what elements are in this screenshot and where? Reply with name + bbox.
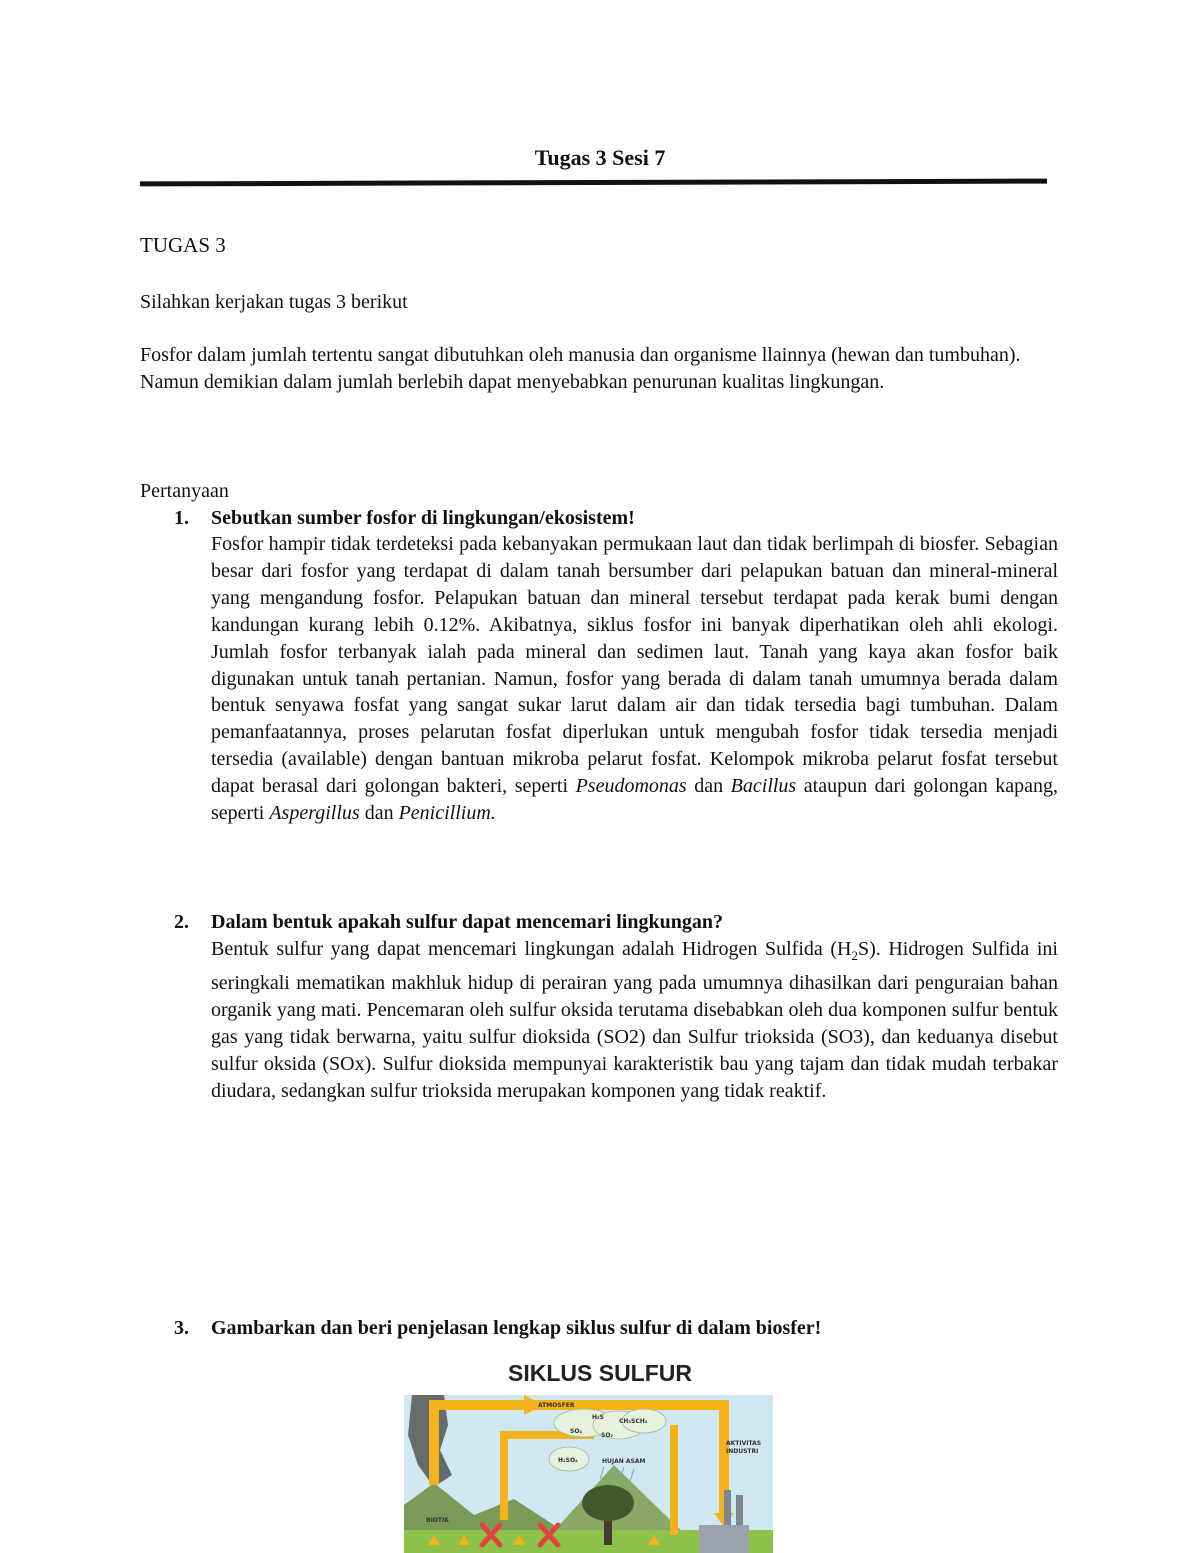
label-hujan-asam: HUJAN ASAM [602,1458,646,1465]
label-industri: INDUSTRI [726,1448,759,1455]
answer-1-text-c: ataupun dari golongan kapang, seperti [211,775,1058,825]
label-so4: SO₄ [570,1428,583,1435]
answer-1-italic-aspergillus: Aspergillus [269,802,360,825]
question-1-text: Sebutkan sumber fosfor di lingkungan/ekosistem! [211,507,635,529]
label-h2s: H₂S [592,1414,604,1421]
intro-paragraph: Fosfor dalam jumlah tertentu sangat dibutuhkan oleh manusia dan organisme llainnya (hewan dan tumbuhan). Namun demikian dalam jumlah berlebih dapat menyebabkan penurunan kualitas lingkungan. [140,344,1021,393]
answer-2-subscript: 2 [851,948,858,963]
answer-1-text-b: dan [686,775,731,798]
tree-crown [582,1485,634,1521]
sulfur-cycle-illustration [404,1395,773,1553]
label-h2so4: H₂SO₄ [558,1457,578,1464]
assignment-heading: TUGAS 3 [140,233,226,257]
answer-2-text-b: S). Hidrogen Sulfida ini seringkali mematikan makhluk hidup di perairan yang pada umumnya dihasilkan dari penguraian bahan organik yang mati. Pencemaran oleh sulfur oksida terutama disebabkan oleh dua komponen sulfur bentuk gas yang tidak berwarna, yaitu sulfur dioksida (SO2) dan Sulfur trioksida (SO3), dan keduanya disebut sulfur oksida (SOx). Sulfur dioksida mempunyai karakteristik bau yang tajam dan tidak mudah terbakar diudara, sedangkan sulfur trioksida merupakan komponen yang tidak reaktif. [211,938,1058,1102]
question-1-number: 1. [174,507,189,529]
answer-1-paragraph [211,531,1058,827]
answer-1-italic-bacillus: Bacillus [730,775,797,798]
question-2-number: 2. [174,911,189,933]
factory-building [699,1525,749,1553]
question-3-text: Gambarkan dan beri penjelasan lengkap siklus sulfur di dalam biosfer! [211,1317,822,1339]
label-atmosfer: ATMOSFER [538,1402,575,1409]
factory-chimney-1 [724,1490,731,1525]
answer-1-text-d: dan [359,802,399,825]
questions-label: Pertanyaan [140,480,229,502]
factory-chimney-2 [736,1495,743,1525]
question-3-number: 3. [174,1317,189,1339]
answer-2-paragraph [211,936,1058,1104]
question-2-text: Dalam bentuk apakah sulfur dapat mencemari lingkungan? [211,911,723,933]
instruction-text: Silahkan kerjakan tugas 3 berikut [140,291,408,313]
answer-1-italic-pseudomonas: Pseudomonas [575,775,687,798]
header-rule [140,179,1047,187]
label-ch3sch3: CH₃SCH₃ [619,1418,648,1425]
label-aktivitas: AKTIVITAS [726,1440,762,1447]
sulfur-cycle-diagram [404,1395,773,1553]
page-header-title: Tugas 3 Sesi 7 [534,145,666,170]
answer-2-text-a: Bentuk sulfur yang dapat mencemari lingkungan adalah Hidrogen Sulfida (H [211,938,852,960]
answer-1-italic-penicillium: Penicillium. [398,802,496,825]
diagram-title: SIKLUS SULFUR [508,1360,692,1386]
label-biotik: BIOTIK [426,1517,449,1524]
label-so2: SO₂ [601,1432,614,1439]
answer-1-text-a: Fosfor hampir tidak terdeteksi pada kebanyakan permukaan laut dan tidak berlimpah di biosfer. Sebagian besar dari fosfor yang terdapat di dalam tanah bersumber dari pelapukan batuan dan mineral-mineral yang mengandung fosfor. Pelapukan batuan dan mineral tersebut terdapat pada kerak bumi dengan kandungan kurang lebih 0.12%. Akibatnya, siklus fosfor ini banyak diperhatikan oleh ahli ekologi. Jumlah fosfor terbanyak ialah pada mineral dan sedimen laut. Tanah yang kaya akan fosfor baik digunakan untuk tanah pertanian. Namun, fosfor yang berada di dalam tanah umumnya berada dalam bentuk senyawa fosfat yang sangat sukar larut dalam air dan tidak tersedia bagi tumbuhan. Dalam pemanfaatannya, proses pelarutan fosfat diperlukan untuk mengubah fosfor tidak tersedia menjadi tersedia (available) dengan bantuan mikroba pelarut fosfat. Kelompok mikroba pelarut fosfat tersebut dapat berasal dari golongan bakteri, seperti [211,533,1058,798]
